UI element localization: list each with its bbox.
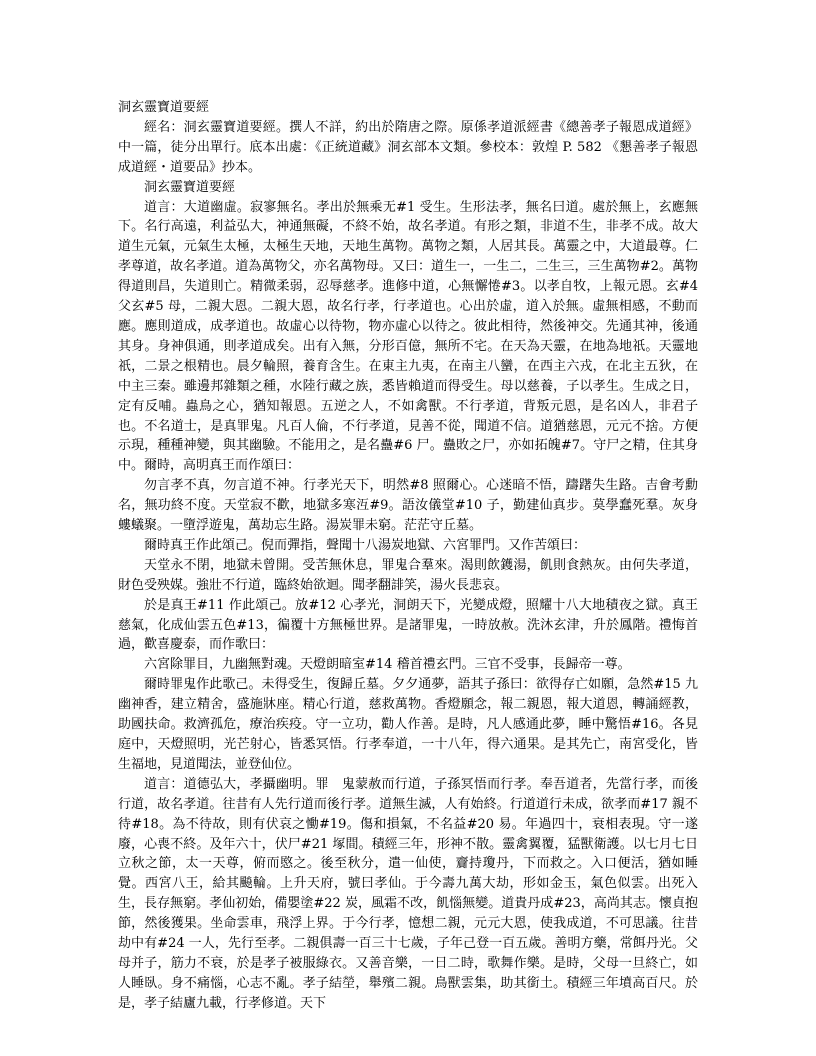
body-paragraph-2: 爾時真王作此頌己。倪而彈指，聲聞十八湯炭地獄、六宮罪門。又作苦頌曰： — [144, 537, 587, 553]
verse-paragraph-3: 六宮除罪目，九幽無對魂。天燈朗暗室#14 稽首禮玄門。三官不受事，長歸帝一尊。 — [144, 657, 631, 673]
scripture-inner-title: 洞玄靈寶道要經 — [144, 179, 236, 195]
verse-paragraph-2: 天堂永不閉，地獄未曾開。受苦無休息，罪鬼合羣來。渴則飲鑊湯，飢則食熱灰。由何失孝道，財色受殃媒。強壯不行道，臨終始欲迴。聞孝翻誹笑，湯火長悲哀。 — [118, 557, 698, 593]
body-paragraph-5: 道言：道德弘大，孝攝幽明。罪 鬼蒙赦而行道，子孫冥悟而行孝。奉吾道者，先當行孝，而後行道，故名孝道。往昔有人先行道而後行孝。道無生滅，人有始終。行道道行未成，欲孝而#17 親不待#18。為不待故，則有伏哀之慟#19。傷和損氣，不名益#20 易。年過四十，衰相表現。守一遂廢，心喪不終。及年六十，伏尸#21 塚間。積經三年，形神不散。靈禽翼覆，猛獸衛護。以七月七日立秋之節，太一天尊，俯而愍之。後至秋分，遣一仙使，齎持瓊丹，下而救之。入口便活，猶如睡覺。西宮八王，給其飈輪。上升天府，號曰孝仙。于今壽九萬大劫，形如金玉，氣色似雲。出死入生，長存無窮。孝仙初始，備嬰塗#22 炭，風霜不改，飢惱無變。道貴丹成#23，高尚其志。懷貞抱節，然後獲果。坐命雲車，飛浮上界。于今行孝，憶想二親，元元大恩，使我成道，不可思議。往昔劫中有#24 一人，先行至孝。二親俱壽一百三十七歲，子年己登一百五歲。善明方藥，常餌丹光。父母并子，筋力不衰，於是孝子被服綠衣。又善音樂，一日二時，歌舞作樂。是時，父母一旦終亡，如人睡臥。身不痛惱，心志不亂。孝子結塋，舉殯二親。鳥獸雲集，助其銜土。積經三年墳高百尺。於是，孝子結廬九載，行孝修道。天下 — [118, 776, 698, 1011]
verse-paragraph-1: 勿言孝不真，勿言道不神。行孝光天下，明然#8 照爾心。心迷暗不悟，躊躇失生路。吉會考勳名，無功終不度。天堂寂不歡，地獄多寒沍#9。語汝儀堂#10 子，勤建仙真步。莫學蠢死羣。灰身螻蟻聚。一墮浮遊鬼，萬劫忘生路。湯炭罪未窮。茫茫守丘墓。 — [118, 478, 698, 534]
document-text-block — [118, 98, 698, 1014]
document-title: 洞玄靈寶道要經 — [118, 100, 210, 115]
body-paragraph-3: 於是真王#11 作此頌己。放#12 心孝光，洞朗天下，光變成燈，照耀十八大地積夜之獄。真王慈氣，化成仙雲五色#13，徧覆十方無極世界。是諸罪鬼，一時放赦。洗沐玄津，升於鳳階。禮悔首過，歡喜慶泰，而作歌曰： — [118, 597, 698, 653]
colophon-paragraph: 經名：洞玄靈寶道要經。撰人不詳，約出於隋唐之際。原係孝道派經書《總善孝子報恩成道經》中一篇，徒分出單行。底本出處：《正統道藏》洞玄部本文類。參校本：敦煌 P. 582 《懇善孝子報恩成道經・道要品》抄本。 — [118, 119, 698, 175]
body-paragraph-4: 爾時罪鬼作此歌己。未得受生，復歸丘墓。夕夕通夢，語其子孫曰：欲得存亡如願，急然#15 九幽神香，建立精舍，盛施牀座。精心行道，慈救萬物。香燈願念，報二親恩，報大道恩，轉誦經教，助國扶命。救濟孤危，療治疾疫。守一立功，勸人作善。是時，凡人感通此夢，睡中驚悟#16。各見庭中，天燈照明，光芒射心，皆悉冥悟。行孝奉道，一十八年，得六通果。是其先亡，南宮受化，皆生福地，見道聞法，並登仙位。 — [118, 677, 698, 772]
body-paragraph-1: 道言：大道幽虛。寂寥無名。孝出於無乘无#1 受生。生形法孝，無名曰道。處於無上，玄應無下。名行高遠，利益弘大，神通無礙，不終不始，故名孝道。有形之類，非道不生，非孝不成。故大道生元氣，元氣生太極，太極生天地，天地生萬物。萬物之類，人居其長。萬靈之中，大道最尊。仁孝尊道，故名孝道。道為萬物父，亦名萬物母。又曰：道生一，一生二，二生三，三生萬物#2。萬物得道則昌，失道則亡。精微柔弱，忍辱慈孝。進修中道，心無懈惓#3。以孝自牧，上報元恩。玄#4 父玄#5 母，二親大恩。二親大恩，故名行孝，行孝道也。心出於虛，道入於無。虛無相感，不動而應。應則道成，成孝道也。故虛心以待物，物亦虛心以待之。彼此相待，然後神交。先通其神，後通其身。身神俱通，則孝道成矣。出有入無，分形百億，無所不宅。在天為天靈，在地為地祇。天靈地祇，二景之根精也。晨夕輪照，養育含生。在東主九夷，在南主八蠻，在西主六戎，在北主五狄，在中主三秦。雖邊邦雜類之種，水陸行藏之族，悉皆賴道而得受生。母以慈養，子以孝生。生成之日，定有反哺。蟲鳥之心，猶知報恩。五逆之人，不如禽獸。不行孝道，背叛元恩，是名凶人，非君子也。不名道士，是真罪鬼。凡百人倫，不行孝道，見善不從，聞道不信。道猶慈恩，元元不捨。方便示現，種種神變，與其幽驗。不能用之，是名蠱#6 尸。蠱敗之尸，亦如拓魄#7。守尸之精，住其身中。爾時，高明真王而作頌曰： — [118, 199, 698, 474]
